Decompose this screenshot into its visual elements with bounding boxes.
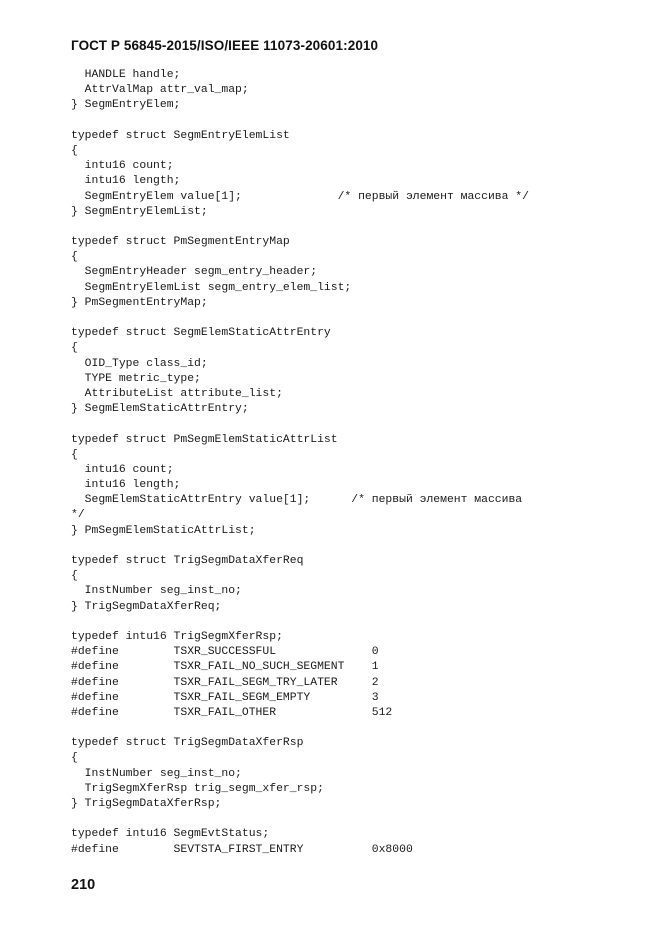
page-number: 210 xyxy=(71,877,96,893)
code-line: intu16 length; xyxy=(71,479,181,492)
code-line: } TrigSegmDataXferRsp; xyxy=(71,798,222,810)
code-line: SegmEntryElemList segm_entry_elem_list; xyxy=(71,281,352,294)
code-line: typedef intu16 TrigSegmXferRsp; xyxy=(71,630,283,643)
code-line xyxy=(71,220,529,235)
code-line: TrigSegmXferRsp trig_segm_xfer_rsp; xyxy=(71,782,324,795)
page-header-title: ГОСТ Р 56845-2015/ISO/IEEE 11073-20601:2010 xyxy=(71,38,379,53)
code-line xyxy=(71,539,529,554)
code-line xyxy=(71,311,529,326)
code-line: */ xyxy=(71,509,85,522)
code-line: typedef struct TrigSegmDataXferReq xyxy=(71,555,304,567)
code-line: { xyxy=(71,570,78,583)
code-line: intu16 length; xyxy=(71,175,181,188)
code-line: #define TSXR_FAIL_OTHER 512 xyxy=(71,706,393,719)
code-line: typedef struct SegmElemStaticAttrEntry xyxy=(71,327,331,340)
code-line: OID_Type class_id; xyxy=(71,357,208,370)
code-line: intu16 count; xyxy=(71,463,174,476)
code-line xyxy=(71,417,529,432)
code-line: } PmSegmentEntryMap; xyxy=(71,296,208,309)
code-line: SegmElemStaticAttrEntry value[1]; /* первый элемент массива xyxy=(71,494,523,507)
code-line: typedef struct PmSegmentEntryMap xyxy=(71,236,290,249)
code-line: TYPE metric_type; xyxy=(71,372,201,385)
code-line: #define TSXR_FAIL_NO_SUCH_SEGMENT 1 xyxy=(71,661,379,674)
code-line: { xyxy=(71,144,78,157)
code-line: typedef intu16 SegmEvtStatus; xyxy=(71,828,270,841)
code-line: AttrValMap attr_val_map; xyxy=(71,84,249,97)
code-line: #define TSXR_SUCCESSFUL 0 xyxy=(71,646,379,659)
code-line: } PmSegmElemStaticAttrList; xyxy=(71,524,256,537)
code-line: HANDLE handle; xyxy=(71,69,181,81)
code-line: { xyxy=(71,448,78,461)
code-line: } SegmEntryElem; xyxy=(71,99,181,112)
code-line: InstNumber seg_inst_no; xyxy=(71,585,242,598)
code-listing xyxy=(71,68,529,858)
code-line: SegmEntryHeader segm_entry_header; xyxy=(71,266,318,279)
code-line xyxy=(71,114,529,129)
code-line: AttributeList attribute_list; xyxy=(71,387,283,400)
code-line: typedef struct PmSegmElemStaticAttrList xyxy=(71,433,338,446)
code-line: #define SEVTSTA_FIRST_ENTRY 0x8000 xyxy=(71,843,413,856)
code-line xyxy=(71,615,529,630)
code-line: typedef struct SegmEntryElemList xyxy=(71,129,290,142)
code-line: intu16 count; xyxy=(71,160,174,173)
code-line xyxy=(71,812,529,827)
code-line: #define TSXR_FAIL_SEGM_EMPTY 3 xyxy=(71,691,379,704)
code-line: } SegmEntryElemList; xyxy=(71,205,208,218)
code-line: } TrigSegmDataXferReq; xyxy=(71,600,222,613)
code-line: { xyxy=(71,752,78,765)
code-line: #define TSXR_FAIL_SEGM_TRY_LATER 2 xyxy=(71,676,379,689)
code-line: } SegmElemStaticAttrEntry; xyxy=(71,403,249,416)
code-line: SegmEntryElem value[1]; /* первый элемент массива */ xyxy=(71,190,529,203)
code-line: { xyxy=(71,342,78,355)
code-line: typedef struct TrigSegmDataXferRsp xyxy=(71,737,304,750)
code-line: InstNumber seg_inst_no; xyxy=(71,767,242,780)
code-line xyxy=(71,721,529,736)
code-line: { xyxy=(71,251,78,264)
